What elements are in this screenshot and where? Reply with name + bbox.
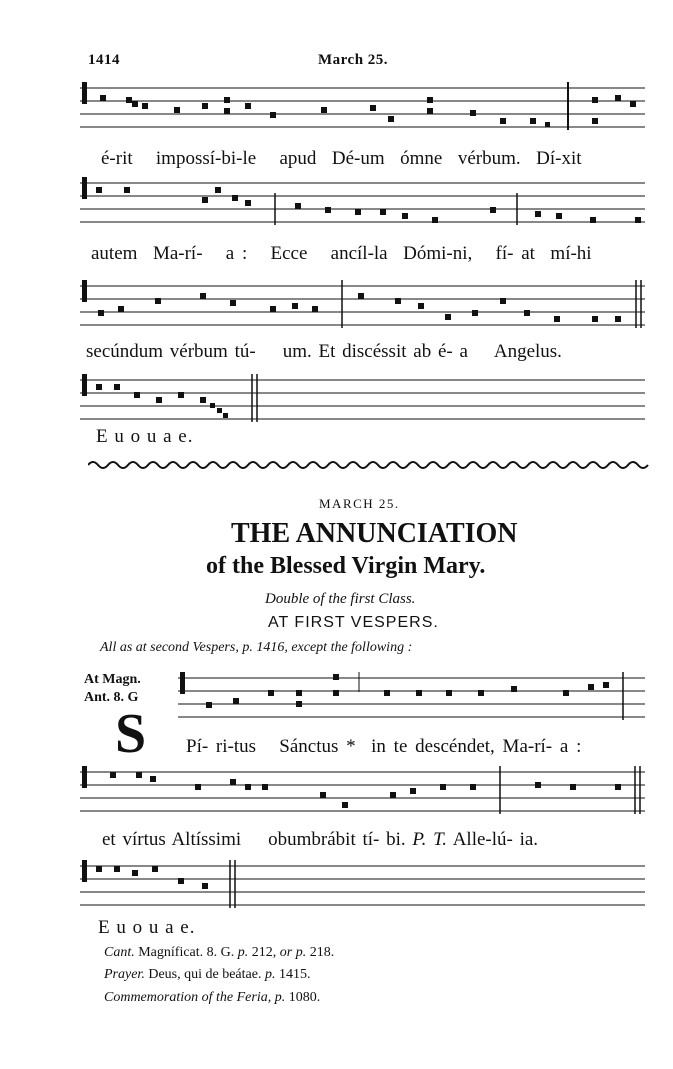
feast-title: THE ANNUNCIATION — [231, 518, 518, 549]
syllable: tú- — [234, 341, 256, 362]
syllable: Pí- ri-tus — [186, 736, 257, 757]
euouae-2: E u o u a e. — [98, 917, 196, 938]
antiphon-label — [84, 671, 141, 707]
lyric-line-2 — [91, 243, 592, 265]
syllable: discéssit — [342, 341, 407, 362]
prayer-label: Prayer. — [104, 967, 145, 982]
magnificat-label: At Magn. — [84, 672, 141, 687]
syllable: te — [393, 736, 408, 757]
syllable: um. — [282, 341, 312, 362]
prayer-text: Deus, qui de beátae. — [148, 967, 262, 982]
syllable: Ma-rí- — [152, 243, 203, 264]
feast-rank: Double of the first Class. — [265, 591, 416, 607]
page-number: 1414 — [88, 52, 120, 68]
commemoration-line — [104, 990, 320, 1006]
page-ref: 1415. — [278, 967, 311, 982]
syllable: ab — [413, 341, 432, 362]
page-ref: 212, — [251, 945, 277, 960]
lyric-line-1 — [101, 148, 582, 170]
page-ref-prefix: p. — [264, 967, 276, 982]
syllable: Dómi-ni, — [403, 243, 473, 264]
canticle-label: Cant. — [104, 945, 135, 960]
syllable: ancíl-la — [330, 243, 388, 264]
canticle-line — [104, 945, 334, 961]
syllable: Alle-lú- ia. — [452, 829, 539, 850]
syllable: Altíssimi — [171, 829, 242, 850]
feast-date: MARCH 25. — [319, 496, 400, 511]
syllable: Et — [318, 341, 336, 362]
syllable: fí- at — [495, 243, 535, 264]
antiphon-mode-label: Ant. 8. G — [84, 690, 139, 705]
page-ref-prefix: or p. — [279, 945, 307, 960]
syllable: impossí-bi-le — [155, 148, 257, 169]
syllable: é-rit — [101, 148, 133, 169]
syllable: descéndet, — [415, 736, 495, 757]
antiphon-lyric-2 — [102, 829, 538, 851]
syllable: vérbum. — [457, 148, 521, 169]
prayer-line — [104, 967, 310, 983]
syllable: vérbum — [169, 341, 228, 362]
hour-heading: AT FIRST VESPERS. — [268, 614, 439, 631]
chant-staff — [80, 78, 645, 136]
chant-staff — [178, 668, 645, 726]
chant-staff — [80, 856, 645, 914]
euouae-1: E u o u a e. — [96, 426, 194, 447]
syllable: et vírtus — [102, 829, 166, 850]
syllable: secúndum — [86, 341, 164, 362]
chant-staff — [80, 276, 645, 334]
ornamental-divider — [88, 458, 650, 472]
page-ref: 1080. — [288, 990, 321, 1005]
syllable: autem — [91, 243, 138, 264]
page-ref: 218. — [309, 945, 335, 960]
syllable: tí- bi. — [362, 829, 406, 850]
syllable: Sánctus * — [279, 736, 356, 757]
syllable: Ma-rí- a : — [502, 736, 582, 757]
page-ref-prefix: p. — [237, 945, 249, 960]
feast-subtitle: of the Blessed Virgin Mary. — [206, 553, 486, 579]
syllable: a : — [225, 243, 248, 264]
initial-letter: S — [115, 703, 147, 765]
antiphon-lyric-1 — [186, 736, 581, 758]
paschaltide-mark: P. T. — [412, 829, 447, 850]
syllable: obumbrábit — [268, 829, 356, 850]
syllable: ómne — [400, 148, 443, 169]
syllable: Dí-xit — [536, 148, 582, 169]
syllable: mí-hi — [550, 243, 592, 264]
syllable: Dé-um — [331, 148, 385, 169]
syllable: apud — [279, 148, 317, 169]
syllable: é- a — [437, 341, 468, 362]
lyric-line-3 — [86, 341, 562, 363]
canticle-text: Magníficat. 8. G. — [138, 945, 235, 960]
commemoration-text: Commemoration of the Feria, p. — [104, 990, 286, 1005]
syllable: Ecce — [270, 243, 308, 264]
chant-staff — [80, 762, 645, 820]
chant-staff — [80, 370, 645, 428]
rubric: All as at second Vespers, p. 1416, except the following : — [100, 640, 413, 655]
running-title: March 25. — [318, 52, 389, 68]
syllable: Angelus. — [493, 341, 562, 362]
chant-staff — [80, 173, 645, 231]
syllable: in — [371, 736, 386, 757]
